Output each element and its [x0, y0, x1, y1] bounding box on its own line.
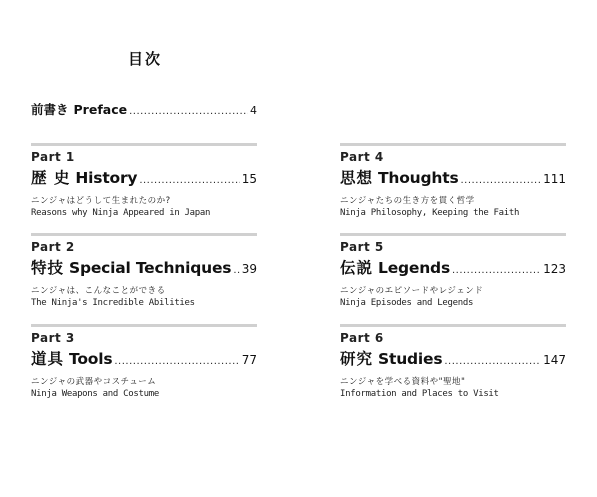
chapter-heading	[340, 257, 566, 282]
page-number: 147	[543, 353, 566, 367]
chapter-title: Thoughts	[378, 169, 459, 187]
toc-entry-part-4[interactable]	[340, 143, 566, 220]
page-number: 77	[241, 353, 257, 367]
section-divider	[340, 233, 566, 236]
chapter-heading	[31, 257, 257, 282]
leader-dots	[114, 351, 239, 373]
part-label: Part 2	[31, 240, 75, 254]
section-divider	[31, 143, 257, 146]
chapter-title: Studies	[378, 350, 443, 368]
section-divider	[340, 324, 566, 327]
section-divider	[31, 233, 257, 236]
subtitle-english: Reasons why Ninja Appeared in Japan	[31, 208, 211, 218]
chapter-heading	[340, 167, 566, 192]
part-label: Part 6	[340, 331, 384, 345]
page-number: 111	[543, 172, 566, 186]
subtitle-english: Ninja Philosophy, Keeping the Faith	[340, 208, 520, 218]
subtitle-japanese: ニンジャはどうして生まれたのか?	[31, 196, 171, 206]
subtitle-english: The Ninja's Incredible Abilities	[31, 298, 195, 308]
chapter-kanji: 歴 史	[31, 169, 71, 187]
subtitle-english: Ninja Weapons and Costume	[31, 389, 159, 399]
chapter-kanji: 思想	[340, 169, 374, 187]
chapter-title: Legends	[378, 259, 450, 277]
leader-dots	[139, 170, 239, 192]
preface-kanji: 前書き	[31, 102, 69, 117]
preface-page-number: 4	[250, 104, 257, 117]
chapter-kanji: 研究	[340, 350, 374, 368]
toc-entry-part-3[interactable]	[31, 324, 257, 401]
preface-english: Preface	[73, 102, 128, 117]
chapter-heading	[31, 167, 257, 192]
chapter-title: Special Techniques	[69, 259, 232, 277]
part-label: Part 5	[340, 240, 384, 254]
subtitle-english: Information and Places to Visit	[340, 389, 499, 399]
chapter-kanji: 特技	[31, 259, 65, 277]
page-number: 15	[241, 172, 257, 186]
chapter-title: History	[75, 169, 138, 187]
section-divider	[340, 143, 566, 146]
section-divider	[31, 324, 257, 327]
page-number: 123	[543, 262, 566, 276]
leader-dots	[460, 170, 541, 192]
subtitle-japanese: ニンジャたちの生き方を貫く哲学	[340, 196, 475, 206]
subtitle-japanese: ニンジャの武器やコスチューム	[31, 377, 157, 387]
subtitle-japanese: ニンジャを学べる資料や"聖地"	[340, 377, 466, 387]
subtitle-japanese: ニンジャのエピソードやレジェンド	[340, 286, 484, 296]
toc-entry-part-5[interactable]	[340, 233, 566, 310]
page-number: 39	[241, 262, 257, 276]
chapter-kanji: 伝説	[340, 259, 374, 277]
part-label: Part 1	[31, 150, 75, 164]
chapter-kanji: 道具	[31, 350, 65, 368]
page-title: 目次	[127, 50, 162, 68]
toc-entry-part-2[interactable]	[31, 233, 257, 310]
leader-dots	[233, 260, 239, 282]
subtitle-japanese: ニンジャは、こんなことができる	[31, 286, 166, 296]
chapter-title: Tools	[69, 350, 113, 368]
subtitle-english: Ninja Episodes and Legends	[340, 298, 474, 308]
leader-dots	[444, 351, 541, 373]
leader-dots	[452, 260, 541, 282]
chapter-heading	[31, 348, 257, 373]
part-label: Part 4	[340, 150, 384, 164]
toc-entry-part-1[interactable]	[31, 143, 257, 220]
part-label: Part 3	[31, 331, 75, 345]
toc-entry-preface[interactable]	[31, 100, 257, 118]
leader-dots	[129, 106, 248, 117]
toc-entry-part-6[interactable]	[340, 324, 566, 401]
chapter-heading	[340, 348, 566, 373]
